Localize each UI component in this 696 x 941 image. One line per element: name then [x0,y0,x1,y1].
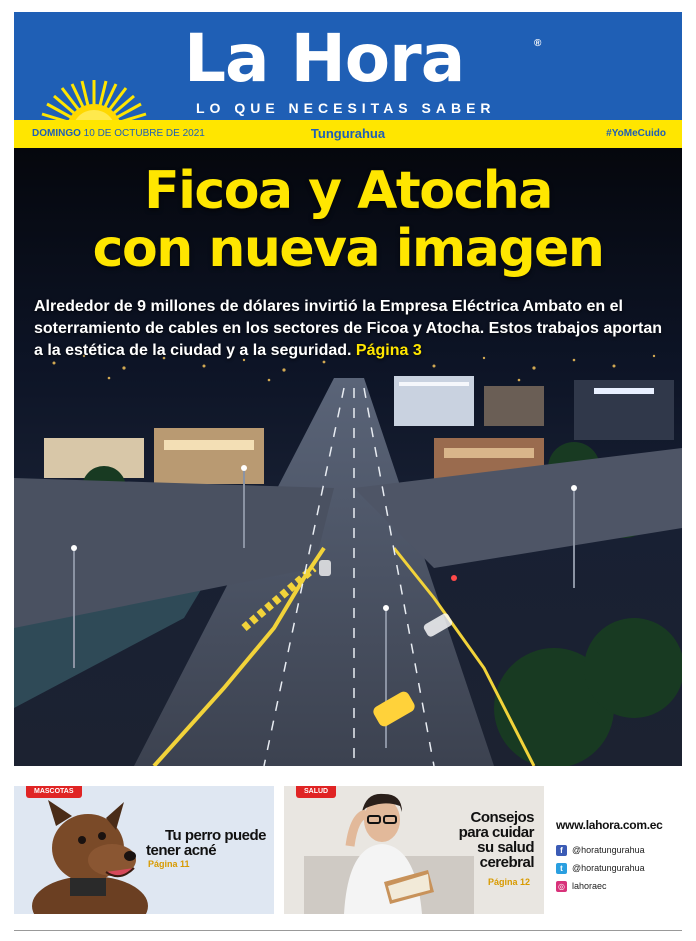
facebook-icon: f [556,845,567,856]
promo-title-line-1: Consejos [470,809,534,826]
promo-mascotas[interactable] [14,786,274,914]
twitter-handle: @horatungurahua [572,863,645,873]
issue-day: DOMINGO [32,128,81,139]
date-bar [14,120,682,148]
promo-title [434,810,534,870]
instagram-link[interactable] [556,878,686,894]
issue-date-text: 10 DE OCTUBRE DE 2021 [83,128,205,139]
promo-title [146,828,266,858]
social-links [556,818,686,896]
main-headline[interactable] [14,162,682,278]
headline-line-1: Ficoa y Atocha [144,161,552,221]
lede-page-ref[interactable]: Página 3 [355,342,422,359]
category-badge: MASCOTAS [26,786,82,798]
promo-title-line-4: cerebral [479,854,534,871]
lede-paragraph [34,296,670,362]
hashtag: #YoMeCuido [606,128,666,139]
category-badge: SALUD [296,786,336,798]
twitter-link[interactable] [556,860,686,876]
promo-title-line-1: Tu perro puede [164,827,266,844]
bottom-divider [14,930,682,931]
lede-text: Alrededor de 9 millones de dólares invirtió la Empresa Eléctrica Ambato en el soterramiento de cables en los sectores de Ficoa y Atocha. Estos trabajos aportan a la estética de la ciudad y a la seguridad. [34,298,663,359]
edition-region: Tungurahua [310,126,386,141]
promo-title-line-2: tener acné [146,842,217,859]
twitter-icon: t [556,863,567,874]
headline-line-2: con nueva imagen [92,219,604,279]
promo-page-ref[interactable]: Página 12 [488,877,531,887]
dog-photo [20,786,150,914]
promo-salud[interactable] [284,786,544,914]
instagram-icon: ◎ [556,881,567,892]
website-link[interactable]: www.lahora.com.ec [556,818,663,832]
hero-photo[interactable] [14,148,682,766]
masthead [14,12,682,120]
masthead-slogan: LO QUE NECESITAS SABER [196,100,496,116]
facebook-link[interactable] [556,842,686,858]
masthead-logo[interactable]: La Hora [184,20,465,97]
registered-mark: ® [534,38,542,49]
promo-title-line-2: para cuidar [458,824,534,841]
facebook-handle: @horatungurahua [572,845,645,855]
promo-page-ref[interactable]: Página 11 [148,859,190,869]
instagram-handle: lahoraec [572,881,607,891]
promo-title-line-3: su salud [477,839,534,856]
